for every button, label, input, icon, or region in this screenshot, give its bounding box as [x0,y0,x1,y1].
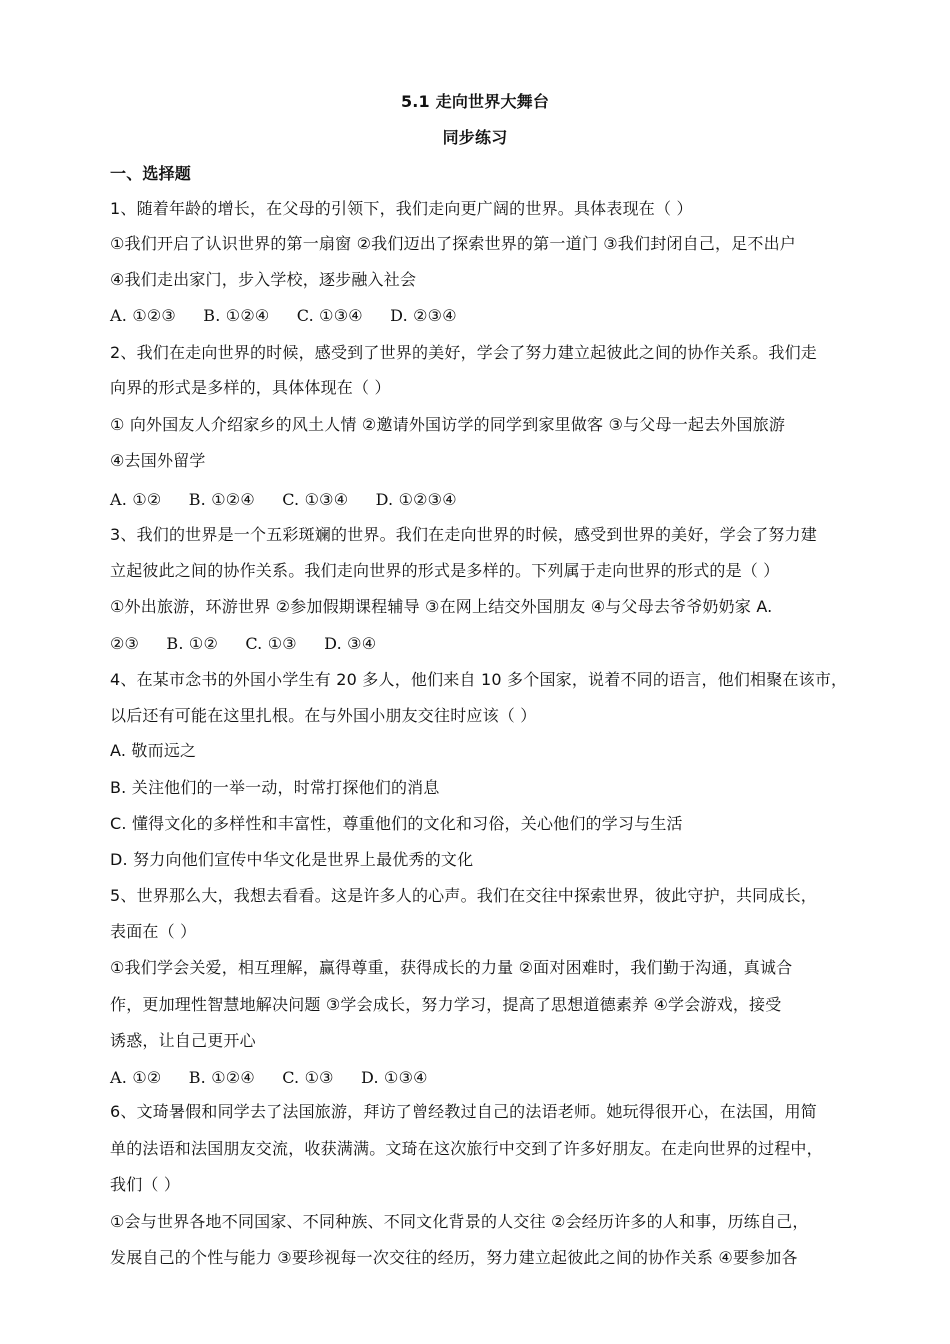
option-d: D. ①②③④ [375,490,457,509]
option-b: B. 关注他们的一举一动，时常打探他们的消息 [110,778,440,797]
option-a: ②③ [110,634,140,653]
question-6-stem: 6、文琦暑假和同学去了法国旅游，拜访了曾经教过自己的法语老师。她玩得很开心，在法国，用简 [110,1102,817,1121]
question-1-statements: ④我们走出家门，步入学校，逐步融入社会 [110,270,417,289]
question-4-stem: 以后还有可能在这里扎根。在与外国小朋友交往时应该（ ） [110,706,537,725]
question-3-stem: 3、我们的世界是一个五彩斑斓的世界。我们在走向世界的时候，感受到世界的美好，学会了努力建 [110,525,817,544]
question-5-options [110,1068,450,1088]
option-c: C. ①③ [282,1068,334,1087]
option-d: D. ③④ [324,634,377,653]
option-a: A. ①②③ [110,306,176,325]
question-5-stem: 表面在（ ） [110,922,197,941]
option-d: D. ①③④ [361,1068,428,1087]
section-heading: 一、选择题 [110,164,192,183]
option-c: C. ①③④ [282,490,349,509]
option-b: B. ①②④ [188,490,255,509]
option-a: A. 敬而远之 [110,741,197,760]
question-1-stem: 1、随着年龄的增长，在父母的引领下，我们走向更广阔的世界。具体表现在（ ） [110,199,693,218]
question-5-statements: ①我们学会关爱，相互理解，赢得尊重，获得成长的力量 ②面对困难时，我们勤于沟通，真诚合 [110,958,793,977]
question-3-stem: 立起彼此之间的协作关系。我们走向世界的形式是多样的。下列属于走向世界的形式的是（ ） [110,561,780,580]
question-6-statements: 发展自己的个性与能力 ③要珍视每一次交往的经历，努力建立起彼此之间的协作关系 ④要参加各 [110,1248,798,1267]
option-a: A. ①② [110,490,162,509]
question-5-statements: 诱惑，让自己更开心 [110,1031,256,1050]
question-2-statements: ① 向外国友人介绍家乡的风土人情 ②邀请外国访学的同学到家里做客 ③与父母一起去外国旅游 [110,415,786,434]
option-d: D. 努力向他们宣传中华文化是世界上最优秀的文化 [110,850,474,869]
option-a: A. ①② [110,1068,162,1087]
option-b: B. ①②④ [203,306,270,325]
question-2-stem: 2、我们在走向世界的时候，感受到了世界的美好，学会了努力建立起彼此之间的协作关系。我们走 [110,343,817,362]
option-b: B. ①② [166,634,219,653]
question-5-stem: 5、世界那么大，我想去看看。这是许多人的心声。我们在交往中探索世界，彼此守护，共同成长， [110,886,817,905]
question-2-stem: 向界的形式是多样的，具体体现在（ ） [110,378,391,397]
question-1-statements: ①我们开启了认识世界的第一扇窗 ②我们迈出了探索世界的第一道门 ③我们封闭自己，足不出户 [110,234,797,253]
option-c: C. ①③ [245,634,297,653]
question-6-stem: 我们（ ） [110,1175,181,1194]
question-2-options [110,490,479,510]
document-subtitle: 同步练习 [442,128,508,147]
option-c: C. 懂得文化的多样性和丰富性，尊重他们的文化和习俗，关心他们的学习与生活 [110,814,683,833]
question-3-options [110,634,398,654]
question-5-statements: 作，更加理性智慧地解决问题 ③学会成长，努力学习，提高了思想道德素养 ④学会游戏，接受 [110,995,782,1014]
question-6-statements: ①会与世界各地不同国家、不同种族、不同文化背景的人交往 ②会经历许多的人和事，历练自己， [110,1212,809,1231]
option-b: B. ①②④ [188,1068,255,1087]
option-d: D. ②③④ [390,306,457,325]
question-4-stem: 4、在某市念书的外国小学生有 20 多人，他们来自 10 多个国家，说着不同的语言，他们相聚在该市， [110,670,848,689]
question-3-statements: ①外出旅游，环游世界 ②参加假期课程辅导 ③在网上结交外国朋友 ④与父母去爷爷奶奶家 A. [110,597,773,616]
question-1-options [110,306,479,326]
option-c: C. ①③④ [296,306,363,325]
document-title: 5.1 走向世界大舞台 [400,92,550,111]
question-2-statements: ④去国外留学 [110,451,206,470]
question-6-stem: 单的法语和法国朋友交流，收获满满。文琦在这次旅行中交到了许多好朋友。在走向世界的过程中， [110,1139,823,1158]
